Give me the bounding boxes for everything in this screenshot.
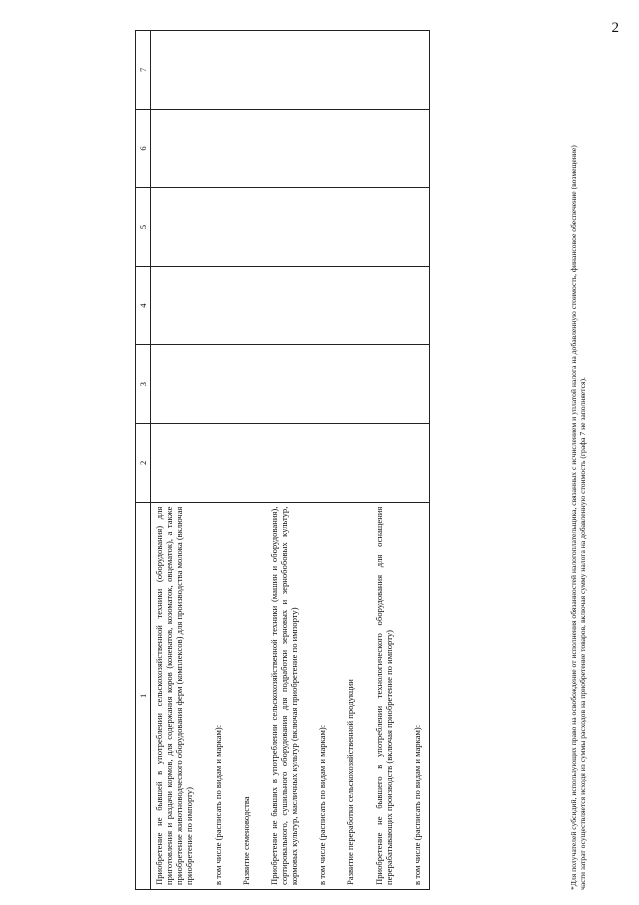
footnote-line: части затрат осуществляется исходя из суммы расходов на приобретение товаров, включая сумму налога на добавленную стоимость (графа 7 не заполняется). [578, 377, 588, 890]
column-numbers-row [136, 31, 151, 890]
table-cell [151, 266, 430, 345]
row-text: Развитие семеноводства [240, 796, 251, 885]
table-cell [151, 109, 430, 188]
row-description [151, 502, 430, 889]
subsidy-table [135, 30, 430, 890]
footnote-line: *Для получателей субсидий, использующих право на освобождение от исполнения обязанностей налогоплательщика, связанных с исчислением и уплатой налога на добавленную стоимость, финансовое обеспечение (возмещение) [569, 145, 578, 890]
row-text: в том числе (расписать по видам и маркам): [411, 724, 422, 885]
table-cell [151, 31, 430, 110]
column-number: 2 [136, 424, 151, 503]
column-number: 5 [136, 188, 151, 267]
table-row [151, 31, 430, 890]
column-number: 4 [136, 266, 151, 345]
column-number: 6 [136, 109, 151, 188]
table-cell [151, 424, 430, 503]
row-text: в том числе (расписать по видам и маркам): [212, 724, 223, 885]
row-text: Развитие переработки сельскохозяйственной продукции [345, 679, 356, 885]
column-number: 1 [136, 502, 151, 889]
row-text: в том числе (расписать по видам и маркам): [317, 724, 328, 885]
table-cell [151, 188, 430, 267]
column-number: 3 [136, 345, 151, 424]
page-number: 2 [611, 20, 619, 36]
rotated-page-content [135, 30, 595, 890]
table-cell [151, 345, 430, 424]
footnote [569, 30, 588, 890]
row-text: Приобретение не бывших в употреблении сельскохозяйственной техники (машин и оборудования), сортировального, сушильного оборудования для подработки зерновых и зернобобовых культур, кормовых культур, масличных культур (включая приобретение по импорту) [268, 506, 300, 885]
row-text: Приобретение не бывшей в употреблении сельскохозяйственной техники (оборудования) для приготовления и раздачи кормов, для содержания коров (коневатов, козоматок, овцематок), а также приобретение животноводческого оборудования ферм (комплексов) для производства молока (включая приобретение по импорту) [154, 506, 195, 885]
column-number: 7 [136, 31, 151, 110]
row-text: Приобретение не бывшего в употреблении технологического оборудования для оснащения перерабатывающих производств (включая приобретение по импорту) [373, 506, 394, 885]
